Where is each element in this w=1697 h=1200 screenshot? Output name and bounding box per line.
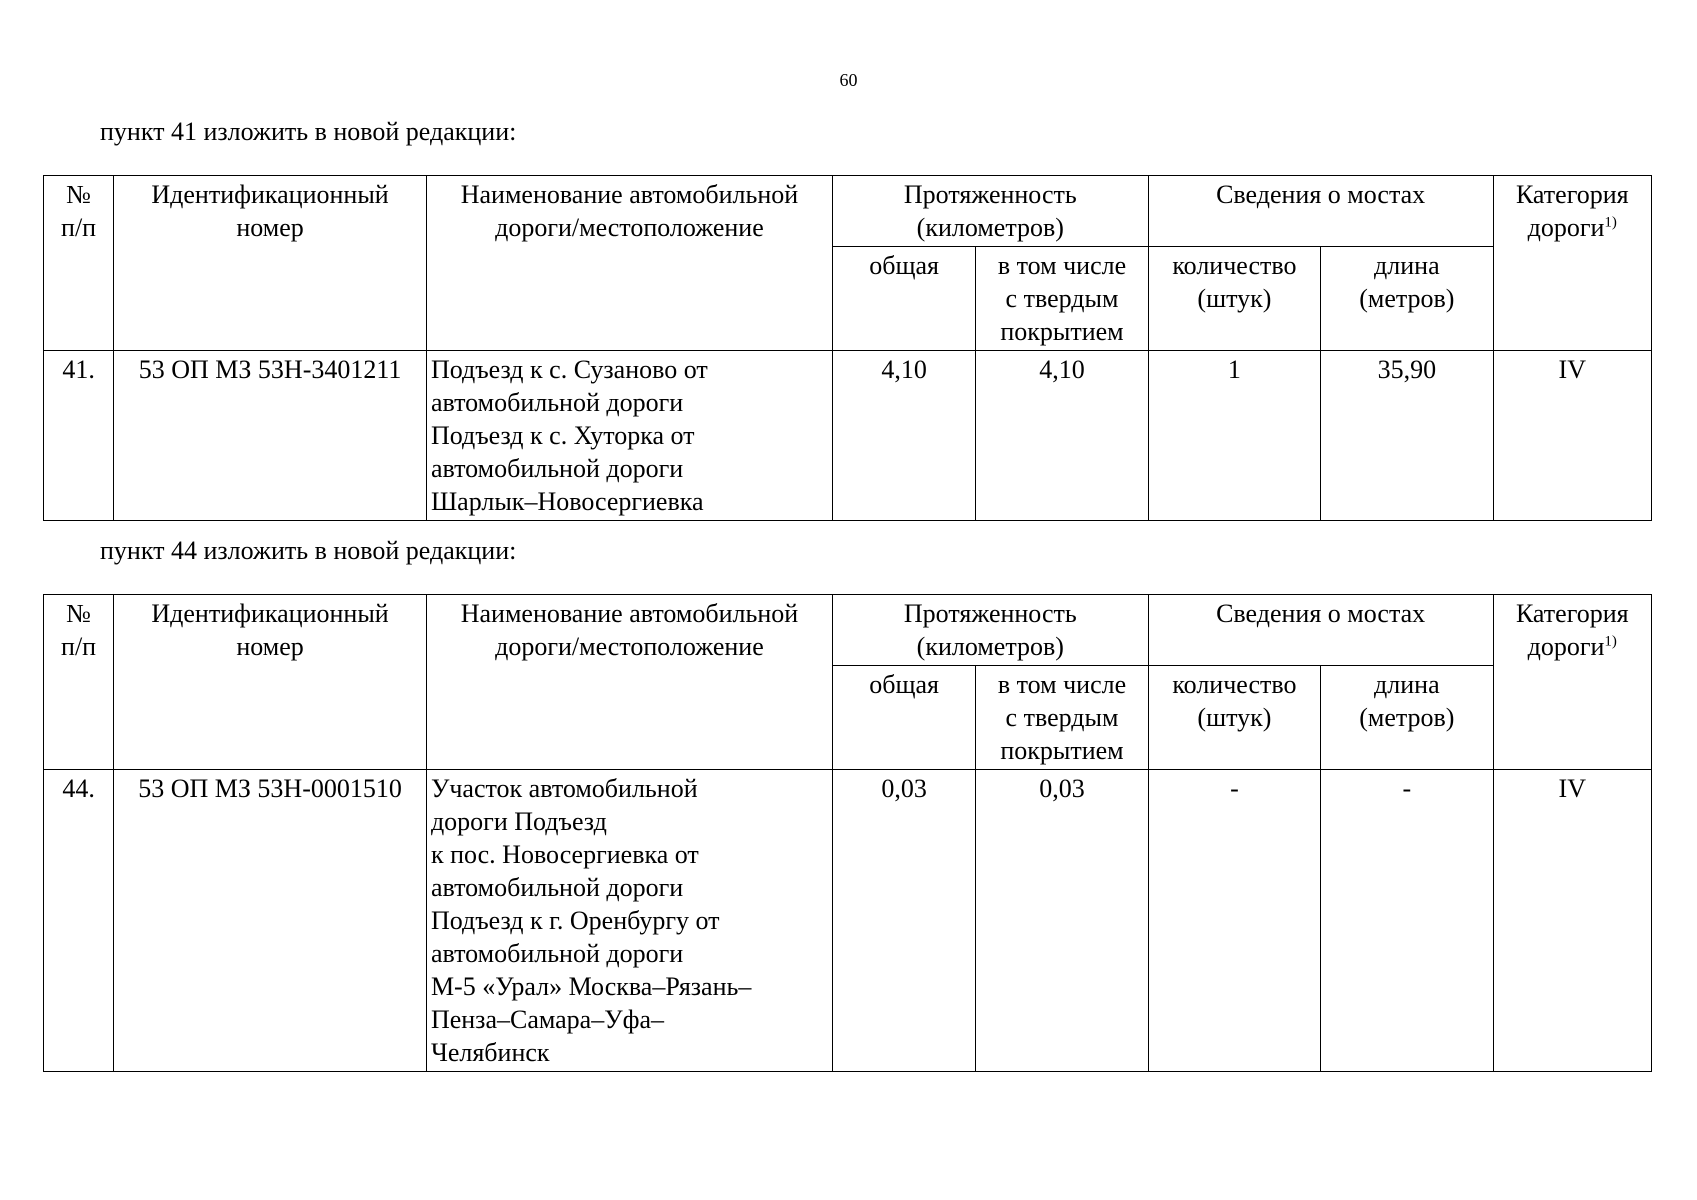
header-bridges: Сведения о мостах [1148, 176, 1493, 247]
road-table-41 [43, 175, 1652, 521]
row-category: IV [1493, 770, 1651, 1072]
header-bridges-count: количество (штук) [1148, 666, 1320, 770]
header-length: Протяженность (километров) [832, 595, 1148, 666]
header-bridges-length: длина (метров) [1321, 666, 1493, 770]
header-id: Идентификационный номер [114, 595, 427, 770]
header-bridges: Сведения о мостах [1148, 595, 1493, 666]
row-length-paved: 4,10 [976, 351, 1148, 521]
row-road-name: Подъезд к с. Сузаново от автомобильной дороги Подъезд к с. Хуторка от автомобильной дороги Шарлык–Новосергиевка [426, 351, 832, 521]
row-category: IV [1493, 351, 1651, 521]
header-category: Категория дороги$^{1)}$ [1493, 595, 1651, 770]
table-row [44, 351, 1652, 521]
header-number: № п/п [44, 595, 114, 770]
row-number: 41. [44, 351, 114, 521]
row-road-name: Участок автомобильной дороги Подъезд к пос. Новосергиевка от автомобильной дороги Подъезд к г. Оренбургу от автомобильной дороги М-5 «Урал» Москва–Рязань– Пенза–Самара–Уфа– Челябинск [426, 770, 832, 1072]
header-category: Категория дороги$^{1)}$ [1493, 176, 1651, 351]
row-number: 44. [44, 770, 114, 1072]
row-length-paved: 0,03 [976, 770, 1148, 1072]
amendment-intro-41: пункт 41 изложить в новой редакции: [100, 117, 517, 146]
row-bridges-length: - [1321, 770, 1493, 1072]
header-road-name: Наименование автомобильной дороги/местоположение [426, 595, 832, 770]
header-id: Идентификационный номер [114, 176, 427, 351]
header-number: № п/п [44, 176, 114, 351]
header-road-name: Наименование автомобильной дороги/местоположение [426, 176, 832, 351]
header-length-total: общая [832, 666, 975, 770]
header-length-paved: в том числе с твердым покрытием [976, 247, 1148, 351]
row-length-total: 4,10 [832, 351, 975, 521]
row-id: 53 ОП МЗ 53Н-3401211 [114, 351, 427, 521]
header-bridges-count: количество (штук) [1148, 247, 1320, 351]
header-length-total: общая [832, 247, 975, 351]
page-number: 60 [839, 70, 858, 90]
row-bridges-count: 1 [1148, 351, 1320, 521]
row-length-total: 0,03 [832, 770, 975, 1072]
header-length-paved: в том числе с твердым покрытием [976, 666, 1148, 770]
header-length: Протяженность (километров) [832, 176, 1148, 247]
row-id: 53 ОП МЗ 53Н-0001510 [114, 770, 427, 1072]
header-bridges-length: длина (метров) [1321, 247, 1493, 351]
road-table-44 [43, 594, 1652, 1072]
row-bridges-count: - [1148, 770, 1320, 1072]
amendment-intro-44: пункт 44 изложить в новой редакции: [100, 536, 517, 565]
table-row [44, 770, 1652, 1072]
row-bridges-length: 35,90 [1321, 351, 1493, 521]
